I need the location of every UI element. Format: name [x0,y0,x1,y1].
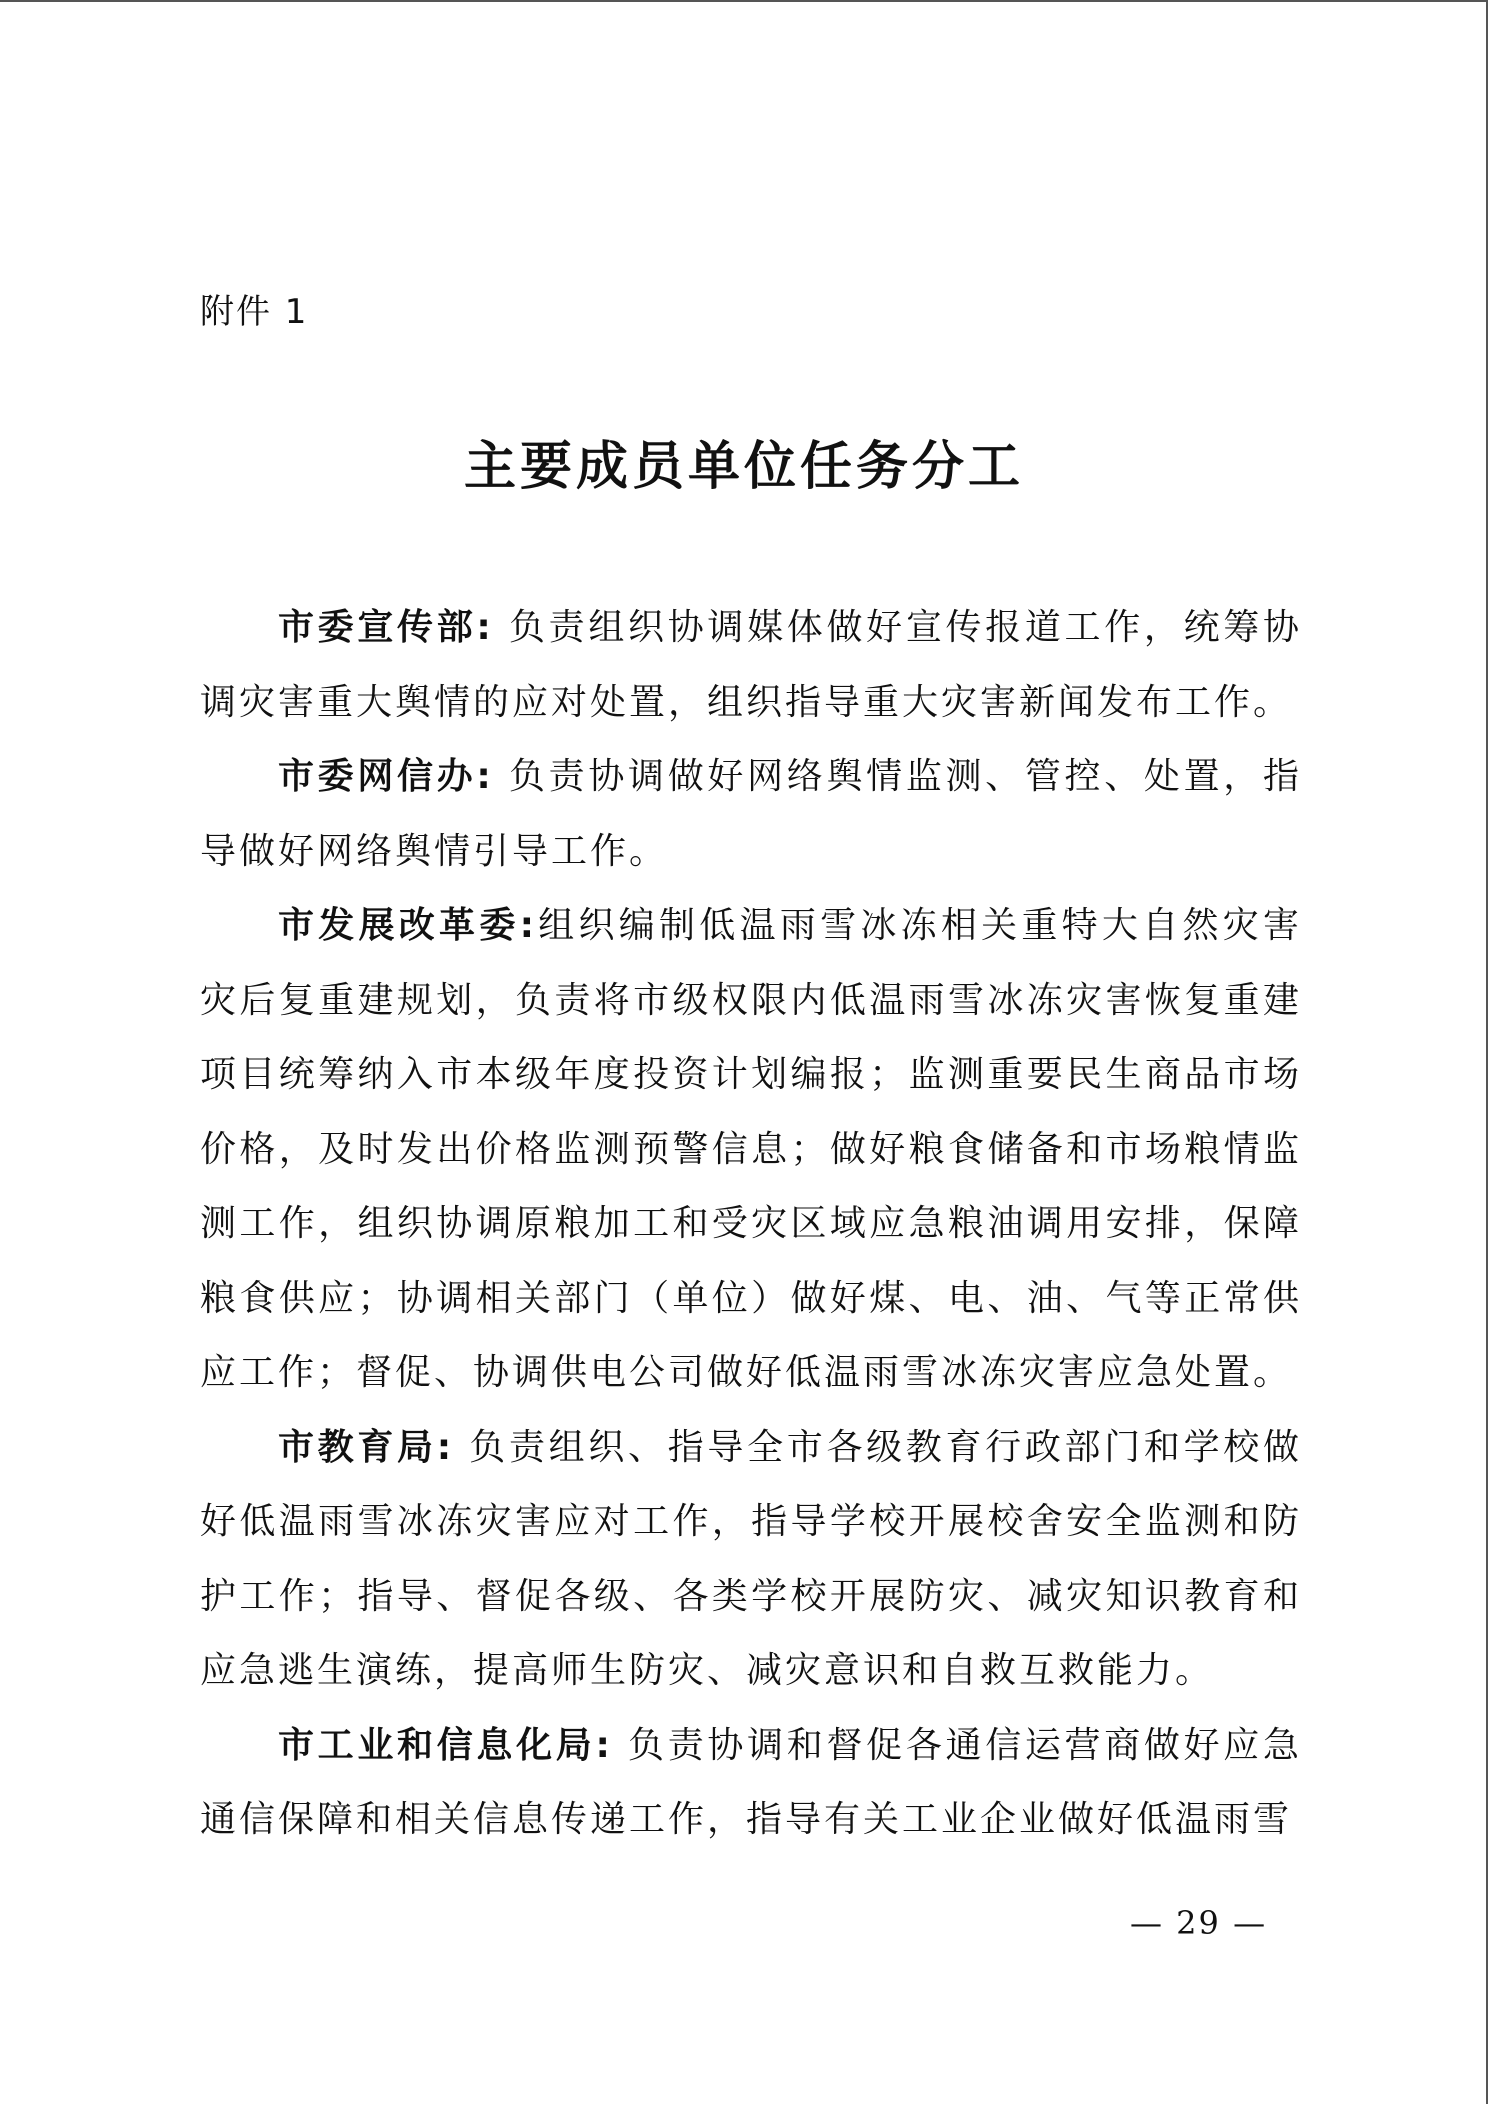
page-number: — 29 — [1130,1904,1268,1942]
paragraph-text: 负责组织协调媒体做好宣传报道工作，统筹协调灾害重大舆情的应对处置，组织指导重大灾害新闻发布工作。 [200,607,1302,723]
paragraph-cyberspace-office [200,740,1302,889]
paragraph-propaganda-dept [200,591,1302,740]
org-name: 市教育局: [278,1426,455,1468]
document-title: 主要成员单位任务分工 [463,436,1024,497]
org-name: 市工业和信息化局: [278,1724,613,1766]
paragraph-text: 负责组织、指导全市各级教育行政部门和学校做好低温雨雪冰冻灾害应对工作，指导学校开展校舍安全监测和防护工作；指导、督促各级、各类学校开展防灾、减灾知识教育和应急逃生演练，提高师生防灾、减灾意识和自救互救能力。 [200,1426,1302,1691]
paragraph-text: 负责协调和督促各通信运营商做好应急通信保障和相关信息传递工作，指导有关工业企业做好低温雨雪 [200,1724,1302,1840]
paragraph-development-reform [200,889,1302,1411]
document-body [200,591,1302,1858]
paragraph-text: 组织编制低温雨雪冰冻相关重特大自然灾害灾后复重建规划，负责将市级权限内低温雨雪冰冻灾害恢复重建项目统筹纳入市本级年度投资计划编报；监测重要民生商品市场价格，及时发出价格监测预警信息；做好粮食储备和市场粮情监测工作，组织协调原粮加工和受灾区域应急粮油调用安排，保障粮食供应；协调相关部门（单位）做好煤、电、油、气等正常供应工作；督促、协调供电公司做好低温雨雪冰冻灾害应急处置。 [200,905,1302,1393]
attachment-label: 附件 1 [200,292,309,332]
paragraph-education-bureau [200,1411,1302,1709]
org-name: 市发展改革委: [278,905,537,946]
paragraph-text: 负责协调做好网络舆情监测、管控、处置，指导做好网络舆情引导工作。 [200,756,1302,872]
org-name: 市委宣传部: [278,607,494,648]
paragraph-industry-it-bureau [200,1709,1302,1858]
org-name: 市委网信办: [278,756,494,797]
